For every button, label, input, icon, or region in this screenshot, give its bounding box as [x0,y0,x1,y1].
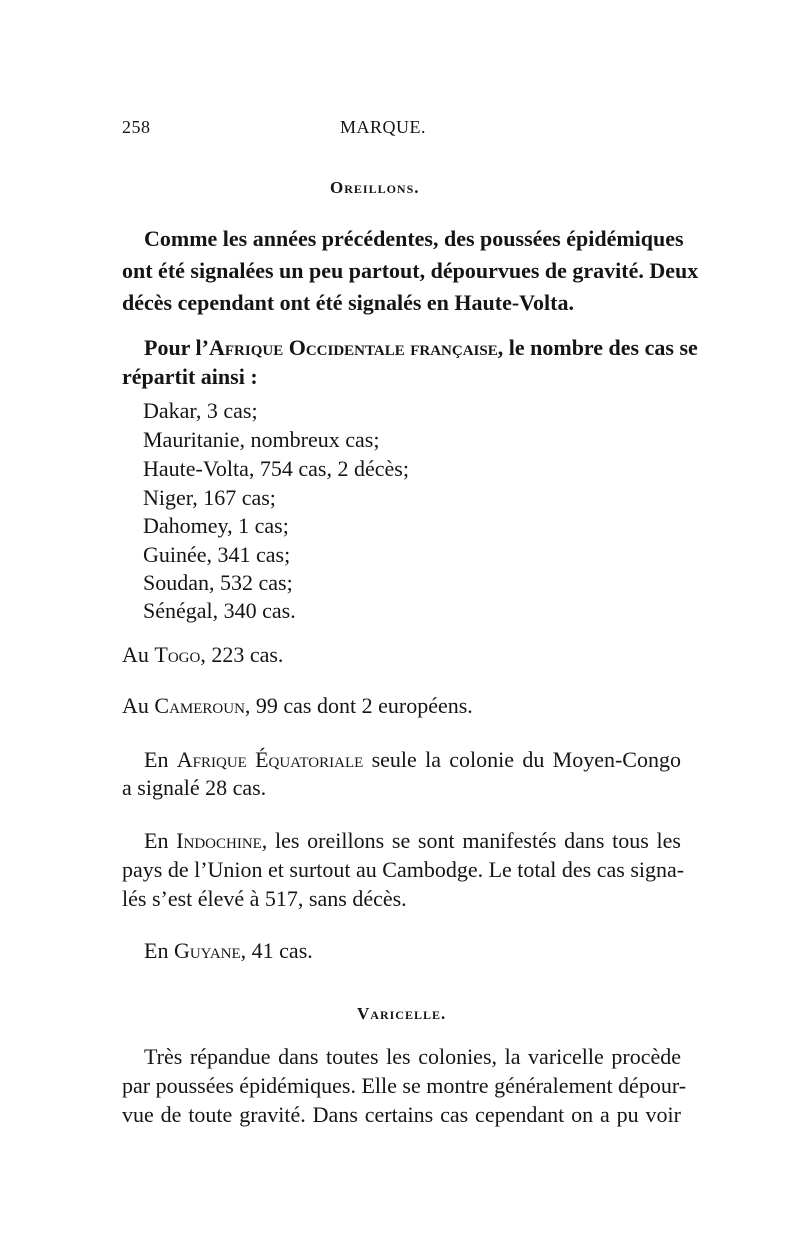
list-item: Dakar, 3 cas; [143,398,258,423]
text-run: Au [122,642,155,667]
paragraph-line: lés s’est élevé à 517, sans décès. [122,886,407,911]
paragraph-togo [122,640,283,670]
paragraph-line: pays de l’Union et surtout au Cambodge. Le total des cas signa- [122,857,685,882]
running-title: MARQUE. [340,117,427,137]
list-item: Haute-Volta, 754 cas, 2 décès; [143,456,409,481]
text-run: seule la colonie du Moyen-Congo [363,747,681,772]
list-item: Sénégal, 340 cas. [143,598,296,623]
paragraph-line: par poussées épidémiques. Elle se montre généralement dépour- [122,1073,687,1098]
list-item: Soudan, 532 cas; [143,570,293,595]
paragraph-cameroun [122,691,473,721]
paragraph-line: décès cependant ont été signalés en Haute-Volta. [122,290,574,315]
paragraph-line: vue de toute gravité. Dans certains cas cependant on a pu voir [122,1102,681,1127]
place-name: Guyane, [173,938,247,963]
paragraph-line: répartit ainsi : [122,364,258,389]
text-run: En [144,747,177,772]
text-run: En [144,938,174,963]
list-item: Mauritanie, nombreux cas; [143,427,380,452]
paragraph-line: Très répandue dans toutes les colonies, la varicelle procède [144,1044,681,1069]
place-name: Afrique Équatoriale [176,747,364,772]
paragraph-guyane [144,936,313,966]
text-run: 41 cas. [246,938,313,963]
paragraph-line [144,826,681,856]
paragraph-line: Comme les années précédentes, des poussées épidémiques [144,226,684,251]
text-run: En [144,828,177,853]
list-item: Dahomey, 1 cas; [143,513,289,538]
paragraph-line [144,333,698,363]
place-name: Cameroun, [154,693,251,718]
section-title-varicelle: Varicelle. [357,1004,447,1023]
paragraph-line [144,745,681,775]
text-run: Au [122,693,155,718]
text-run: les oreillons se sont manifestés dans tous les [267,828,681,853]
paragraph-line: ont été signalées un peu partout, dépourvues de gravité. Deux [122,258,699,283]
text-run: le nombre des cas se [503,335,698,360]
paragraph-line: a signalé 28 cas. [122,775,267,800]
text-run: 99 cas dont 2 européens. [250,693,473,718]
place-name: Togo, [154,642,206,667]
list-item: Guinée, 341 cas; [143,542,291,567]
text-run: 223 cas. [205,642,284,667]
section-title-oreillons: Oreillons. [330,178,420,197]
place-name: Indochine, [176,828,268,853]
page-number: 258 [122,117,151,137]
text-run: Pour l’ [144,335,209,360]
list-item: Niger, 167 cas; [143,485,276,510]
place-name: Afrique Occidentale française, [208,335,504,360]
